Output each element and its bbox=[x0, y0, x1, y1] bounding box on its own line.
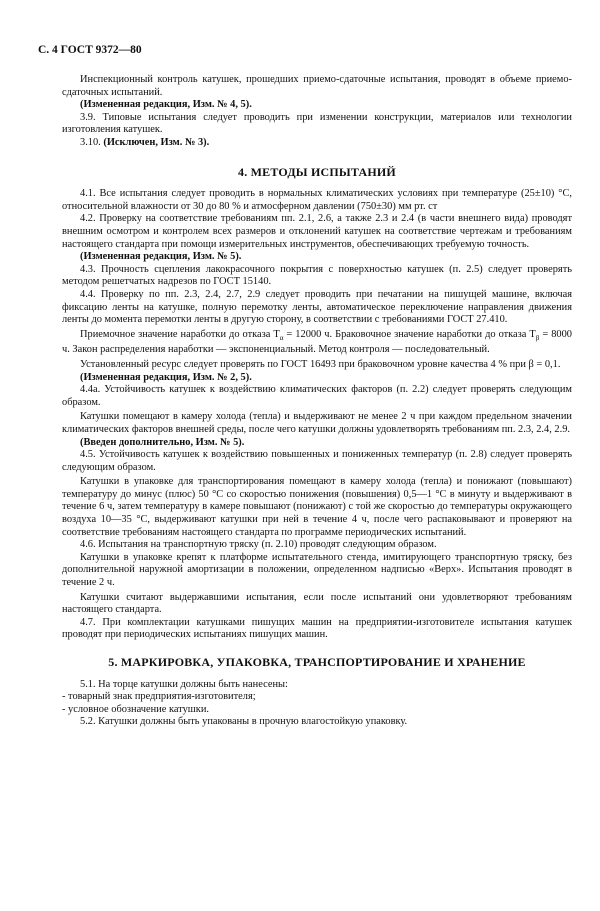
subscript: α bbox=[279, 333, 284, 342]
amendment-note: (Измененная редакция, Изм. № 2, 5). bbox=[80, 371, 252, 383]
section-heading: 5. МАРКИРОВКА, УПАКОВКА, ТРАНСПОРТИРОВАНИЕ И ХРАНЕНИЕ bbox=[108, 655, 526, 670]
list-item: - товарный знак предприятия-изготовителя; bbox=[62, 691, 256, 703]
paragraph: Инспекционный контроль катушек, прошедших приемо-сдаточные испытания, проводят в объеме приемо-сдаточных испытаний. bbox=[62, 74, 572, 98]
page-header: С. 4 ГОСТ 9372—80 bbox=[38, 44, 142, 56]
paragraph: Катушки считают выдержавшими испытания, если после испытаний они удовлетворяют требованиям настоящего стандарта. bbox=[62, 591, 572, 616]
paragraph: 5.2. Катушки должны быть упакованы в прочную влагостойкую упаковку. bbox=[80, 716, 408, 728]
paragraph: 4.5. Устойчивость катушек к воздействию повышенных и пониженных температур (п. 2.8) следует проверять следующим образом. bbox=[62, 449, 572, 473]
amendment-note: (Измененная редакция, Изм. № 5). bbox=[80, 251, 242, 263]
paragraph: 4.7. При комплектации катушками пишущих машин на предприятии-изготовителе испытания катушек проводят при периодических испытаниях пишущих машин. bbox=[62, 616, 572, 641]
list-item: - условное обозначение катушки. bbox=[62, 703, 209, 715]
paragraph: 4.6. Испытания на транспортную тряску (п. 2.10) проводят следующим образом. bbox=[80, 539, 437, 551]
paragraph: 4.4. Проверку по пп. 2.3, 2.4, 2.7, 2.9 следует проводить при печатании на пишущей машине, включая фиксацию ленты на катушке, полную перемотку ленты, автоматическое переключение направления движения ленты до момента перемотки ленты в другую сторону, в соответствии с требованиями ГОСТ 27.410. bbox=[62, 288, 572, 326]
paragraph: 5.1. На торце катушки должны быть нанесены: bbox=[80, 678, 288, 690]
paragraph: 3.9. Типовые испытания следует проводить при изменении конструкции, материалов или технологии изготовления катушек. bbox=[62, 111, 572, 136]
document-body bbox=[62, 74, 572, 729]
paragraph: 4.4а. Устойчивость катушек к воздействию климатических факторов (п. 2.2) следует проверять следующим образом. bbox=[62, 384, 572, 408]
paragraph: Катушки помещают в камеру холода (тепла) и выдерживают не менее 2 ч при каждом предельном значении климатических факторов внешней среды, после чего катушки должны удовлетворять требованиям пп. 2.3, 2.4, 2.9. bbox=[62, 411, 572, 435]
paragraph: Установленный ресурс следует проверять по ГОСТ 16493 при браковочном уровне качества 4 % при β = 0,1. bbox=[80, 358, 561, 370]
section-heading: 4. МЕТОДЫ ИСПЫТАНИЙ bbox=[238, 164, 396, 179]
paragraph: Катушки в упаковке для транспортирования помещают в камеру холода (тепла) и понижают (повышают) температуру до минус (плюс) 50 °С со скоростью понижения (повышения) 0,5—1 °С в минуту и выдерживают в течение 6 ч, затем температуру в камере повышают (понижают) с той же скоростью до температуры окружающего воздуха 10—35 °С, выдерживают катушки при ней в течение 4 ч, после чего распаковывают и проверяют на соответствие требованиям настоящего стандарта по программе периодических испытаний. bbox=[62, 476, 572, 538]
text-span: Приемочное значение наработки до отказа T bbox=[80, 328, 280, 340]
text-span: = 12000 ч. Браковочное значение наработки до отказа T bbox=[283, 328, 536, 340]
paragraph bbox=[62, 137, 572, 150]
paragraph: 4.1. Все испытания следует проводить в нормальных климатических условиях при температуре (25±10) °С, относительной влажности от 30 до 80 % и атмосферном давлении (750±30) мм рт. ст bbox=[62, 188, 572, 212]
paragraph: 4.2. Проверку на соответствие требованиям пп. 2.1, 2.6, а также 2.3 и 2.4 (в части внешнего вида) проводят внешним осмотром и контролем всех размеров и отклонений катушек на соответствие чертежам и требованиям настоящего стандарта при помощи измерительных инструментов, обеспечивающих требуемую точность. bbox=[62, 213, 572, 250]
amendment-note: (Исключен, Изм. № 3). bbox=[103, 136, 210, 148]
paragraph bbox=[62, 329, 572, 357]
paragraph: Катушки в упаковке крепят к платформе испытательного стенда, имитирующего транспортную тряску, без дополнительной наружной амортизации в положении, определенном надписью «Верх». Испытания проводят в течение 2 ч. bbox=[62, 551, 572, 589]
amendment-note: (Введен дополнительно, Изм. № 5). bbox=[80, 436, 245, 448]
amendment-note: (Измененная редакция, Изм. № 4, 5). bbox=[80, 99, 252, 111]
clause-number: 3.10. bbox=[80, 136, 101, 148]
paragraph: 4.3. Прочность сцепления лакокрасочного покрытия с поверхностью катушек (п. 2.5) следует проверять методом решетчатых надрезов по ГОСТ 15140. bbox=[62, 263, 572, 288]
text-span: = 8000 ч. Закон распределения наработки — экспоненциальный. Метод контроля — последовательный. bbox=[62, 328, 572, 356]
subscript: β bbox=[535, 333, 540, 342]
